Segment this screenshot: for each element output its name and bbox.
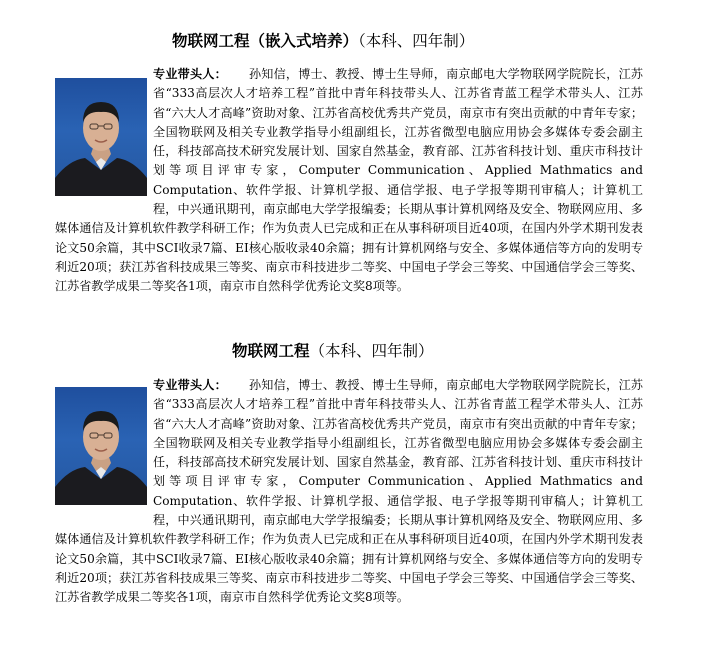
section-title-main: 物联网工程（嵌入式培养） [172,31,359,50]
section-title [232,340,434,362]
section-title [172,30,474,52]
program-section-standard [0,330,705,652]
section-title-sub: （本科、四年制） [358,32,475,50]
leader-label: 专业带头人： [153,378,227,392]
leader-label: 专业带头人： [153,67,227,81]
photo-spacer [55,376,153,512]
leader-bio-text: 孙知信，博士、教授、博士生导师，南京邮电大学物联网学院院长，江苏省“333高层次人才培养工程”首批中青年科技带头人、江苏省青蓝工程学术带头人、江苏省“六大人才高峰”资助对象、江苏省高校优秀共产党员，南京市有突出贡献的中青年专家；全国物联网及相关专业教学指导小组副组长，江苏省微型电脑应用协会多媒体专委会副主任，科技部高技术研究发展计划、国家自然基金，教育部、江苏省科技计划、重庆市科技计划等项目评审专家，Computer Communication、Applied Mathmatics and Computation、软件学报、计算机学报、通信学报、电子学报等期刊审稿人；计算机工程，中兴通讯期刊，南京邮电大学学报编委；长期从事计算机网络及安全、物联网应用、多媒体通信及计算机软件教学科研工作；作为负责人已完成和正在从事科研项目近40项，在国内外学术期刊发表论文50余篇，其中SCI收录7篇、EI核心版收录40余篇；拥有计算机网络与安全、多媒体通信等方向的发明专利近20项；获江苏省科技成果三等奖、南京市科技进步二等奖、中国电子学会三等奖、中国通信学会三等奖、江苏省教学成果二等奖各1项，南京市自然科学优秀论文奖8项等。 [55,378,643,605]
leader-bio [55,65,643,297]
leader-bio-text: 孙知信，博士、教授、博士生导师，南京邮电大学物联网学院院长，江苏省“333高层次人才培养工程”首批中青年科技带头人、江苏省青蓝工程学术带头人、江苏省“六大人才高峰”资助对象、江苏省高校优秀共产党员，南京市有突出贡献的中青年专家；全国物联网及相关专业教学指导小组副组长，江苏省微型电脑应用协会多媒体专委会副主任，科技部高技术研究发展计划、国家自然基金，教育部、江苏省科技计划、重庆市科技计划等项目评审专家，Computer Communication、Applied Mathmatics and Computation、软件学报、计算机学报、通信学报、电子学报等期刊审稿人；计算机工程，中兴通讯期刊，南京邮电大学学报编委；长期从事计算机网络及安全、物联网应用、多媒体通信及计算机软件教学科研工作；作为负责人已完成和正在从事科研项目近40项，在国内外学术期刊发表论文50余篇，其中SCI收录7篇、EI核心版收录40余篇；拥有计算机网络与安全、多媒体通信等方向的发明专利近20项；获江苏省科技成果三等奖、南京市科技进步二等奖、中国电子学会三等奖、中国通信学会三等奖、江苏省教学成果二等奖各1项，南京市自然科学优秀论文奖8项等。 [55,67,643,294]
section-title-main: 物联网工程 [232,341,310,360]
photo-spacer [55,65,153,201]
leader-bio [55,376,643,608]
section-title-sub: （本科、四年制） [309,342,434,360]
